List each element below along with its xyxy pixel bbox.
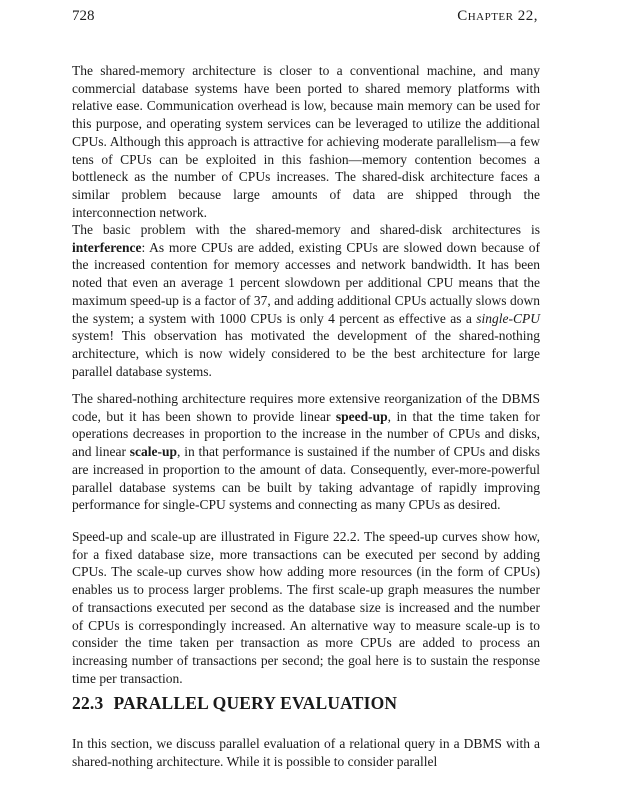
paragraph-speedup-scaleup: Speed-up and scale-up are illustrated in Figure 22.2. The speed-up curves show how, for a fixed database size, more transactions can be executed per second by adding CPUs. The scale-up curves show how adding more resources (in the form of CPUs) enables us to process larger problems. The first scale-up graph measures the number of transactions executed per second as the database size is increased and the number of CPUs is correspondingly increased. An alternative way to measure scale-up is to consider the time taken per transaction as more CPUs are added to process an increasing number of transactions per second; the goal here is to sustain the response time per transaction. <box>72 529 540 686</box>
section-number: 22.3 <box>72 693 104 713</box>
text-run: : As more CPUs are added, existing CPUs are slowed down because of the increased contention for memory accesses and network bandwidth. It has been noted that even an average 1 percent slowdown per additional CPU means that the maximum speed-up is a factor of 37, and adding additional CPUs actually slows down the system; a system with 1000 CPUs is only 4 percent as effective as a <box>72 239 540 326</box>
emphasis-single-cpu: single-CPU <box>476 310 540 326</box>
running-header <box>72 8 538 30</box>
text-run: The basic problem with the shared-memory and shared-disk architectures is <box>72 222 540 237</box>
paragraph-interference <box>72 221 540 380</box>
text-run: , in that performance is sustained if the number of CPUs and disks are increased in proportion to the amount of data. Consequently, ever-more-powerful parallel database systems can be built by taking advantage of rapidly improving performance for single-CPU systems and connecting as many CPUs as desired. <box>72 444 540 513</box>
term-speed-up: speed-up <box>335 408 388 424</box>
chapter-label: Chapter 22, <box>457 8 538 24</box>
text-run: The shared-nothing architecture requires more extensive reorganization of the DBMS code, but it has been shown to provide linear <box>72 391 540 424</box>
text-run: , in that the time taken for operations decreases in proportion to the increase in the number of CPUs and disks, and linear <box>72 408 540 460</box>
text-run: system! This observation has motivated the development of the shared-nothing architecture, which is now widely considered to be the best architecture for large parallel database systems. <box>72 328 540 379</box>
paragraph-section-intro: In this section, we discuss parallel evaluation of a relational query in a DBMS with a shared-nothing architecture. While it is possible to consider parallel <box>72 736 540 769</box>
paragraph-shared-memory: The shared-memory architecture is closer to a conventional machine, and many commercial database systems have been ported to shared memory platforms with relative ease. Communication overhead is low, because main memory can be used for this purpose, and operating system services can be leveraged to utilize the additional CPUs. Although this approach is attractive for achieving moderate parallelism—a few tens of CPUs can be exploited in this fashion—memory contention becomes a bottleneck as the number of CPUs increases. The shared-disk architecture faces a similar problem because large amounts of data are shipped through the interconnection network. <box>72 63 540 220</box>
section-heading <box>72 693 397 714</box>
term-scale-up: scale-up <box>129 444 178 460</box>
term-interference: interference <box>72 239 142 255</box>
paragraph-shared-nothing <box>72 390 540 514</box>
page-number: 728 <box>72 8 95 24</box>
section-title: PARALLEL QUERY EVALUATION <box>113 693 398 713</box>
